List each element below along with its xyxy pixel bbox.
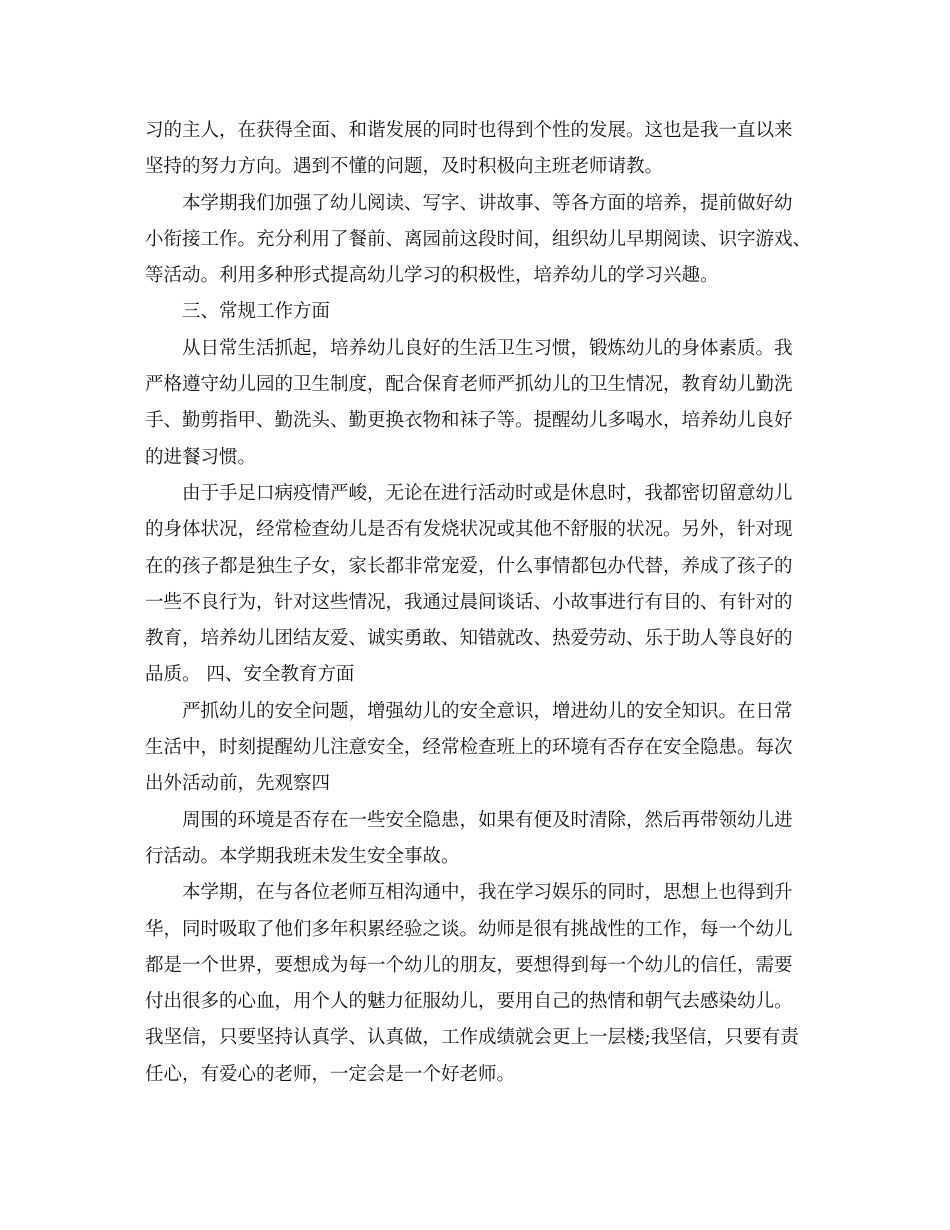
text-line: 的身体状况，经常检查幼儿是否有发烧状况或其他不舒服的状况。另外，针对现 [145,519,793,541]
text-line: 任心，有爱心的老师，一定会是一个好老师。 [145,1063,516,1085]
paragraph-start-line: 本学期我们加强了幼儿阅读、写字、讲故事、等各方面的培养，提前做好幼 [182,192,793,214]
section-heading: 三、常规工作方面 [182,301,331,323]
text-line: 华，同时吸取了他们多年积累经验之谈。幼师是很有挑战性的工作，每一个幼儿 [145,918,793,940]
text-line: 手、勤剪指甲、勤洗头、勤更换衣物和袜子等。提醒幼儿多喝水，培养幼儿良好 [145,410,793,432]
text-line: 严格遵守幼儿园的卫生制度，配合保育老师严抓幼儿的卫生情况，教育幼儿勤洗 [145,374,793,396]
text-line: 都是一个世界，要想成为每一个幼儿的朋友，要想得到每一个幼儿的信任，需要 [145,954,793,976]
paragraph-start-line: 周围的环境是否存在一些安全隐患，如果有便及时清除，然后再带领幼儿进 [182,809,793,831]
text-line: 在的孩子都是独生子女，家长都非常宠爱，什么事情都包办代替，养成了孩子的 [145,555,793,577]
paragraph-start-line: 严抓幼儿的安全问题，增强幼儿的安全意识，增进幼儿的安全知识。在日常 [182,700,793,722]
text-line: 一些不良行为，针对这些情况，我通过晨间谈话、小故事进行有目的、有针对的 [145,591,793,613]
paragraph-start-line: 从日常生活抓起，培养幼儿良好的生活卫生习惯，锻炼幼儿的身体素质。我 [182,337,793,359]
text-line: 出外活动前，先观察四 [145,773,331,795]
paragraph-start-line: 本学期，在与各位老师互相沟通中，我在学习娱乐的同时，思想上也得到升 [182,882,793,904]
text-line: 的进餐习惯。 [145,446,257,468]
text-line: 习的主人，在获得全面、和谐发展的同时也得到个性的发展。这也是我一直以来 [145,120,793,141]
text-line: 等活动。利用多种形式提高幼儿学习的积极性，培养幼儿的学习兴趣。 [145,265,719,287]
text-line: 小衔接工作。充分利用了餐前、离园前这段时间，组织幼儿早期阅读、识字游戏、 [145,228,812,250]
text-line: 生活中，时刻提醒幼儿注意安全，经常检查班上的环境有否存在安全隐患。每次 [145,737,793,759]
document-body [145,113,815,1093]
text-line: 付出很多的心血，用个人的魅力征服幼儿，要用自己的热情和朝气去感染幼儿。 [145,991,793,1013]
text-line: 品质。 四、安全教育方面 [145,664,355,686]
text-line: 行活动。本学期我班未发生安全事故。 [145,845,460,867]
paragraph-start-line: 由于手足口病疫情严峻，无论在进行活动时或是休息时，我都密切留意幼儿 [182,482,793,504]
text-line: 教育，培养幼儿团结友爱、诚实勇敢、知错就改、热爱劳动、乐于助人等良好的 [145,628,793,650]
text-line: 坚持的努力方向。遇到不懂的问题，及时积极向主班老师请教。 [145,156,664,178]
text-line: 我坚信，只要坚持认真学、认真做，工作成绩就会更上一层楼;我坚信，只要有责 [145,1027,799,1049]
